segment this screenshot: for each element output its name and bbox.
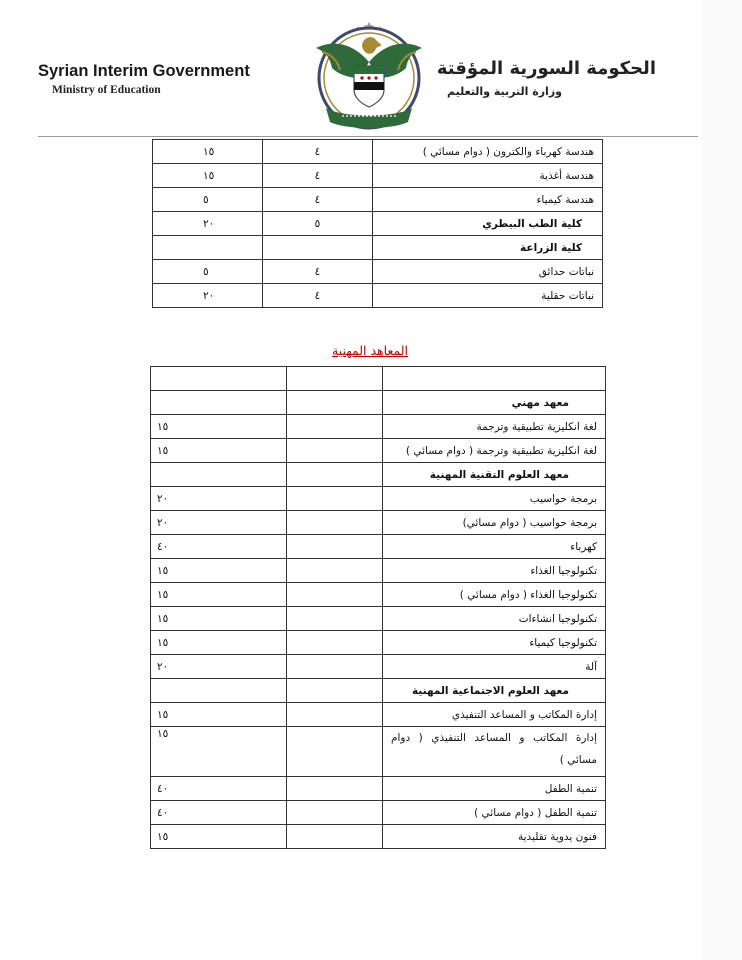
empty-cell bbox=[287, 777, 383, 801]
program-name: لغة انكليزية تطبيقية وترجمة ( دوام مسائي ) bbox=[383, 439, 606, 463]
seat-count: ٢٠ bbox=[153, 284, 263, 308]
seat-count: ١٥ bbox=[151, 703, 287, 727]
seat-count: ١٥ bbox=[151, 439, 287, 463]
empty-cell bbox=[287, 511, 383, 535]
program-name: كلية الزراعة bbox=[373, 236, 603, 260]
empty-cell bbox=[287, 655, 383, 679]
table-row bbox=[151, 487, 606, 511]
program-name: تكنولوجيا انشاءات bbox=[383, 607, 606, 631]
letterhead-english-subtitle: Ministry of Education bbox=[52, 84, 161, 96]
empty-cell bbox=[287, 391, 383, 415]
table-row bbox=[153, 284, 603, 308]
seat-count: ١٥ bbox=[153, 164, 263, 188]
seat-count bbox=[151, 463, 287, 487]
empty-cell bbox=[287, 487, 383, 511]
program-name: تكنولوجيا الغذاء bbox=[383, 559, 606, 583]
section-title-vocational-institutes: المعاهد المهنية bbox=[332, 343, 408, 358]
table-row bbox=[151, 631, 606, 655]
empty-cell bbox=[287, 825, 383, 849]
table-row bbox=[151, 583, 606, 607]
seat-count: ٤٠ bbox=[151, 535, 287, 559]
empty-cell bbox=[287, 367, 383, 391]
seat-count: ١٥ bbox=[151, 583, 287, 607]
seat-count: ١٥ bbox=[151, 825, 287, 849]
seat-count: ١٥ bbox=[151, 415, 287, 439]
program-name: هندسة كيمياء bbox=[373, 188, 603, 212]
table-row bbox=[151, 415, 606, 439]
table-row bbox=[151, 511, 606, 535]
study-years: ٤ bbox=[263, 260, 373, 284]
program-name: تنمية الطفل bbox=[383, 777, 606, 801]
table-row bbox=[153, 188, 603, 212]
seat-count: ٥ bbox=[153, 260, 263, 284]
page-edge-shadow bbox=[702, 0, 742, 960]
table-row bbox=[151, 391, 606, 415]
table-row bbox=[151, 777, 606, 801]
seat-count bbox=[151, 679, 287, 703]
program-name bbox=[383, 367, 606, 391]
header-divider bbox=[38, 136, 698, 137]
institutes-table bbox=[150, 366, 606, 849]
seat-count: ٢٠ bbox=[153, 212, 263, 236]
program-name: تكنولوجيا كيمياء bbox=[383, 631, 606, 655]
table-row bbox=[151, 679, 606, 703]
table-row bbox=[151, 825, 606, 849]
program-name: تنمية الطفل ( دوام مسائي ) bbox=[383, 801, 606, 825]
program-name: برمجة حواسيب bbox=[383, 487, 606, 511]
program-name: آلة bbox=[383, 655, 606, 679]
empty-cell bbox=[287, 439, 383, 463]
seat-count: ٢٠ bbox=[151, 655, 287, 679]
seat-count: ٥ bbox=[153, 188, 263, 212]
faculties-table bbox=[152, 139, 603, 308]
government-emblem-icon bbox=[302, 12, 436, 132]
program-name: تكنولوجيا الغذاء ( دوام مسائي ) bbox=[383, 583, 606, 607]
table-row bbox=[153, 140, 603, 164]
table-row bbox=[151, 703, 606, 727]
program-name: نباتات حقلية bbox=[373, 284, 603, 308]
program-name: إدارة المكاتب و المساعد التنفيذي bbox=[383, 703, 606, 727]
seat-count: ٤٠ bbox=[151, 777, 287, 801]
empty-cell bbox=[287, 415, 383, 439]
program-name: معهد مهني bbox=[383, 391, 606, 415]
letterhead bbox=[0, 0, 700, 140]
study-years: ٤ bbox=[263, 140, 373, 164]
program-name: هندسة كهرباء والكترون ( دوام مسائي ) bbox=[373, 140, 603, 164]
table-row bbox=[151, 727, 606, 777]
program-name: برمجة حواسيب ( دوام مسائي) bbox=[383, 511, 606, 535]
empty-cell bbox=[287, 631, 383, 655]
study-years bbox=[263, 236, 373, 260]
table-row bbox=[153, 164, 603, 188]
empty-cell bbox=[287, 801, 383, 825]
letterhead-english-title: Syrian Interim Government bbox=[38, 62, 250, 80]
empty-cell bbox=[287, 703, 383, 727]
table-row bbox=[153, 212, 603, 236]
empty-cell bbox=[287, 583, 383, 607]
seat-count bbox=[151, 367, 287, 391]
program-name: نباتات حدائق bbox=[373, 260, 603, 284]
seat-count: ٢٠ bbox=[151, 511, 287, 535]
table-row bbox=[151, 559, 606, 583]
seat-count: ٢٠ bbox=[151, 487, 287, 511]
study-years: ٥ bbox=[263, 212, 373, 236]
program-name: معهد العلوم الاجتماعية المهنية bbox=[383, 679, 606, 703]
study-years: ٤ bbox=[263, 164, 373, 188]
empty-cell bbox=[287, 679, 383, 703]
table-row bbox=[151, 607, 606, 631]
empty-cell bbox=[287, 607, 383, 631]
seat-count bbox=[151, 391, 287, 415]
table-row bbox=[151, 367, 606, 391]
seat-count: ١٥ bbox=[151, 727, 287, 777]
seat-count bbox=[153, 236, 263, 260]
program-name: معهد العلوم التقنية المهنية bbox=[383, 463, 606, 487]
study-years: ٤ bbox=[263, 284, 373, 308]
table-row bbox=[151, 655, 606, 679]
empty-cell bbox=[287, 535, 383, 559]
table-row bbox=[153, 260, 603, 284]
program-name: إدارة المكاتب و المساعد التنفيذي ( دوام مسائي ) bbox=[383, 727, 606, 777]
seat-count: ١٥ bbox=[151, 631, 287, 655]
seat-count: ١٥ bbox=[151, 559, 287, 583]
table-row bbox=[151, 801, 606, 825]
empty-cell bbox=[287, 559, 383, 583]
empty-cell bbox=[287, 727, 383, 777]
letterhead-arabic-title: الحكومة السورية المؤقتة bbox=[436, 58, 656, 79]
seat-count: ١٥ bbox=[151, 607, 287, 631]
table-row bbox=[151, 535, 606, 559]
study-years: ٤ bbox=[263, 188, 373, 212]
program-name: كلية الطب البيطري bbox=[373, 212, 603, 236]
program-name: فنون يدوية تقليدية bbox=[383, 825, 606, 849]
letterhead-arabic-subtitle: وزارة التربية والتعليم bbox=[447, 85, 562, 98]
table-row bbox=[151, 439, 606, 463]
table-row bbox=[153, 236, 603, 260]
program-name: كهرباء bbox=[383, 535, 606, 559]
seat-count: ٤٠ bbox=[151, 801, 287, 825]
seat-count: ١٥ bbox=[153, 140, 263, 164]
table-row bbox=[151, 463, 606, 487]
empty-cell bbox=[287, 463, 383, 487]
program-name: هندسة أغذية bbox=[373, 164, 603, 188]
program-name: لغة انكليزية تطبيقية وترجمة bbox=[383, 415, 606, 439]
